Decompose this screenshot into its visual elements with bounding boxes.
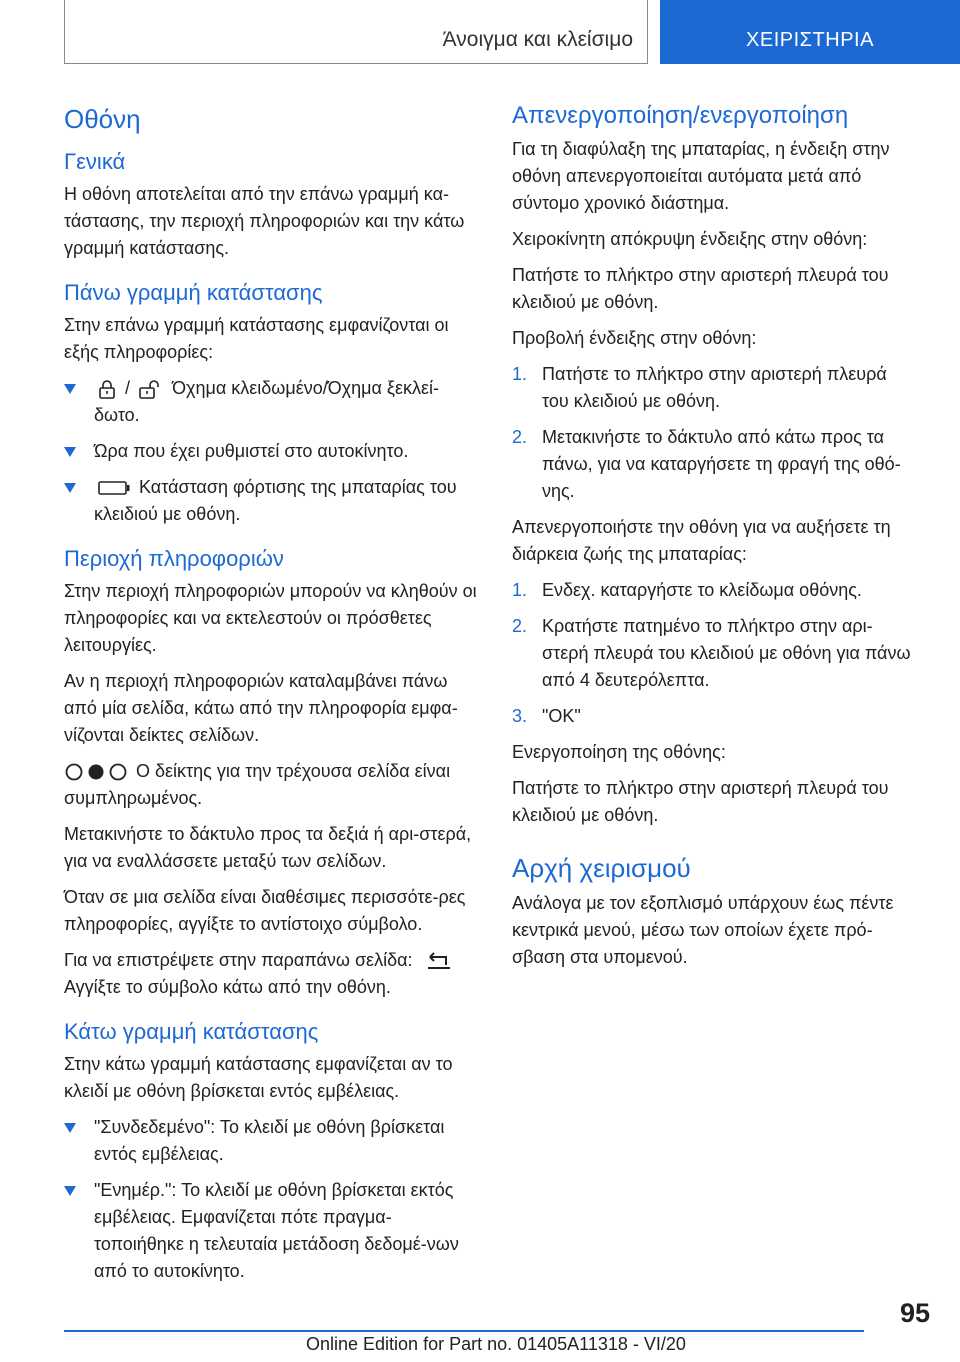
connected-text: "Συνδεδεμένο": Το κλειδί με οθόνη βρίσκεται εντός εμβέλειας. (94, 1117, 445, 1164)
deact-p3: Πατήστε το πλήκτρο στην αριστερή πλευρά του κλειδιού με οθόνη. (512, 265, 889, 312)
battery-text: Κατάσταση φόρτισης της μπαταρίας του κλειδιού με οθόνη. (94, 477, 457, 524)
deact-p7: Πατήστε το πλήκτρο στην αριστερή πλευρά του κλειδιού με οθόνη. (512, 778, 889, 825)
general-text: Η οθόνη αποτελείται από την επάνω γραμμή κα-τάστασης, την περιοχή πληροφοριών και την κάτω γραμμή κατάστασης. (64, 184, 465, 258)
step-number: 1. (512, 364, 528, 384)
step-text: Ενδεχ. καταργήστε το κλείδωμα οθόνης. (542, 580, 862, 600)
header-chapter-tab (660, 0, 960, 64)
step-show-2 (512, 424, 916, 505)
step-number: 2. (512, 427, 528, 447)
page-number: 95 (899, 1298, 930, 1328)
deact-p4: Προβολή ένδειξης στην οθόνη: (512, 328, 757, 348)
info-area-p5: Όταν σε μια σελίδα είναι διαθέσιμες περισσότε-ρες πληροφορίες, αγγίξτε το αντίστοιχο σύμβολο. (64, 887, 466, 934)
lock-separator: / (125, 378, 131, 398)
heading-info-area: Περιοχή πληροφοριών (64, 546, 284, 571)
deact-p2: Χειροκίνητη απόκρυψη ένδειξης στην οθόνη: (512, 229, 868, 249)
bullet-triangle-icon (64, 1123, 76, 1133)
deact-p1: Για τη διαφύλαξη της μπαταρίας, η ένδειξη στην οθόνη απενεργοποιείται αυτόματα μετά από σύντομο χρονικό διάστημα. (512, 139, 890, 213)
deact-p6: Ενεργοποίηση της οθόνης: (512, 742, 726, 762)
right-column (512, 96, 916, 980)
step-off-3 (512, 703, 916, 730)
header-section-title: Άνοιγμα και κλείσιμο (442, 28, 633, 51)
current-page-indicator-text: Ο δείκτης για την τρέχουσα σελίδα είναι συμπληρωμένος. (64, 761, 451, 808)
info-area-p4: Μετακινήστε το δάκτυλο προς τα δεξιά ή αρι-στερά, για να εναλλάσσετε μεταξύ των σελίδων. (64, 824, 472, 871)
step-number: 3. (512, 706, 528, 726)
bottom-bar-intro: Στην κάτω γραμμή κατάστασης εμφανίζεται αν το κλειδί με οθόνη βρίσκεται εντός εμβέλειας. (64, 1054, 453, 1101)
padlock-closed-icon (97, 379, 117, 399)
back-arrow-icon (426, 951, 452, 971)
bullet-battery (64, 474, 478, 528)
page-title: Οθόνη (64, 104, 141, 134)
lock-status-text: Όχημα κλειδωμένο/Όχημα ξεκλεί-δωτο. (94, 378, 440, 425)
step-off-2 (512, 613, 916, 694)
heading-bottom-bar: Κάτω γραμμή κατάστασης (64, 1019, 319, 1044)
return-touch-text: Αγγίξτε το σύμβολο κάτω από την οθόνη. (64, 977, 391, 997)
bullet-triangle-icon (64, 483, 76, 493)
top-bar-intro: Στην επάνω γραμμή κατάστασης εμφανίζονται οι εξής πληροφορίες: (64, 315, 449, 362)
footer-divider (64, 1330, 864, 1332)
info-area-p1: Στην περιοχή πληροφοριών μπορούν να κληθούν οι πληροφορίες και να εκτελεστούν οι πρόσθετες λειτουργίες. (64, 581, 477, 655)
heading-general: Γενικά (64, 149, 126, 174)
info-area-p3 (64, 758, 478, 812)
battery-icon (97, 480, 131, 496)
step-text: "OK" (542, 706, 581, 726)
bullet-updated (64, 1177, 478, 1285)
bullet-lock-status (64, 375, 478, 429)
heading-top-bar: Πάνω γραμμή κατάστασης (64, 280, 323, 305)
return-instruction: Για να επιστρέψετε στην παραπάνω σελίδα: (64, 950, 413, 970)
time-text: Ώρα που έχει ρυθμιστεί στο αυτοκίνητο. (94, 441, 409, 461)
bullet-triangle-icon (64, 1186, 76, 1196)
info-area-p2: Αν η περιοχή πληροφοριών καταλαμβάνει πάνω από μία σελίδα, κάτω από την πληροφορία εμφα-νίζονται δείκτες σελίδων. (64, 671, 458, 745)
heading-deactivation: Απενεργοποίηση/ενεργοποίηση (512, 102, 849, 129)
bullet-time (64, 438, 478, 465)
updated-text: "Ενημέρ.": Το κλειδί με οθόνη βρίσκεται εκτός εμβέλειας. Εμφανίζεται πότε πραγμα-τοποιήθηκε η τελευταία μετάδοση δεδομέ-νων από το αυτοκίνητο. (94, 1180, 459, 1281)
step-text: Μετακινήστε το δάκτυλο από κάτω προς τα πάνω, για να καταργήσετε τη φραγή της οθό-νης. (542, 427, 901, 501)
step-off-1 (512, 577, 916, 604)
step-number: 2. (512, 616, 528, 636)
header-chapter-title: ΧΕΙΡΙΣΤΗΡΙΑ (746, 29, 874, 51)
bullet-triangle-icon (64, 447, 76, 457)
left-column (64, 96, 478, 1294)
deact-p5: Απενεργοποιήστε την οθόνη για να αυξήσετε τη διάρκεια ζωής της μπαταρίας: (512, 517, 891, 564)
bullet-triangle-icon (64, 384, 76, 394)
step-show-1 (512, 361, 916, 415)
footer-edition: Online Edition for Part no. 01405A11318 - VI/20 (306, 1334, 686, 1354)
step-number: 1. (512, 580, 528, 600)
heading-operating-principle: Αρχή χειρισμού (512, 853, 691, 883)
step-text: Κρατήστε πατημένο το πλήκτρο στην αρι-στερή πλευρά του κλειδιού με οθόνη για πάνω από 4 δευτερόλεπτα. (542, 616, 911, 690)
header-section-box (64, 0, 648, 64)
info-area-return (64, 947, 478, 1001)
principle-p1: Ανάλογα με τον εξοπλισμό υπάρχουν έως πέντε κεντρικά μενού, μέσω των οποίων έχετε πρό-σβαση στα υπομενού. (512, 893, 894, 967)
step-text: Πατήστε το πλήκτρο στην αριστερή πλευρά του κλειδιού με οθόνη. (542, 364, 887, 411)
bullet-connected (64, 1114, 478, 1168)
padlock-open-icon (138, 379, 164, 399)
page-indicator-icon (64, 761, 130, 783)
